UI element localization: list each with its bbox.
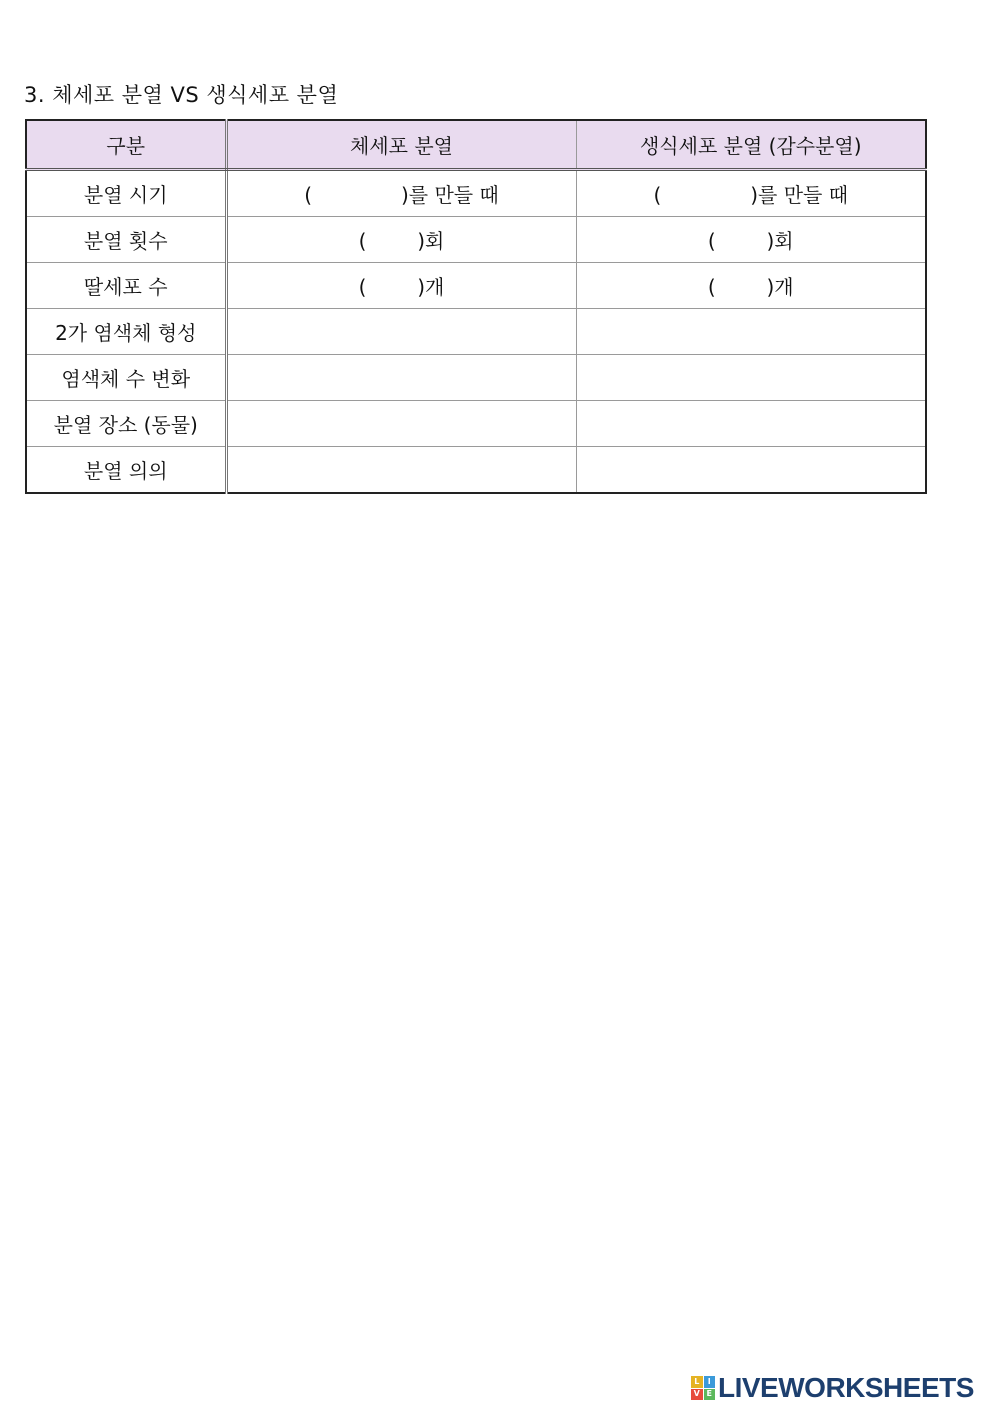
answer-cell[interactable] — [226, 309, 576, 355]
answer-cell[interactable] — [226, 401, 576, 447]
section-heading: 3. 체세포 분열 VS 생식세포 분열 — [24, 83, 339, 107]
row-label: 분열 시기 — [26, 170, 226, 217]
table-row — [26, 355, 926, 401]
header-category: 구분 — [26, 120, 226, 170]
logo-text: LIVEWORKSHEETS — [718, 1372, 974, 1403]
header-somatic-division: 체세포 분열 — [226, 120, 576, 170]
logo-icon — [691, 1376, 715, 1400]
answer-cell[interactable]: ( )회 — [226, 217, 576, 263]
answer-cell[interactable] — [226, 355, 576, 401]
logo-letter: L — [691, 1376, 703, 1388]
table-row — [26, 447, 926, 494]
table-row — [26, 263, 926, 309]
logo-letter: E — [704, 1389, 716, 1401]
answer-cell[interactable]: ( )개 — [576, 263, 926, 309]
answer-cell[interactable] — [576, 355, 926, 401]
row-label: 분열 횟수 — [26, 217, 226, 263]
row-label: 분열 장소 (동물) — [26, 401, 226, 447]
logo-letter: I — [704, 1376, 716, 1388]
table-header-row — [26, 120, 926, 170]
comparison-table — [25, 119, 927, 494]
header-meiosis: 생식세포 분열 (감수분열) — [576, 120, 926, 170]
table-row — [26, 309, 926, 355]
liveworksheets-logo — [691, 1373, 974, 1403]
row-label: 딸세포 수 — [26, 263, 226, 309]
answer-cell[interactable]: ( )를 만들 때 — [576, 170, 926, 217]
logo-letter: V — [691, 1389, 703, 1401]
row-label: 2가 염색체 형성 — [26, 309, 226, 355]
answer-cell[interactable] — [576, 447, 926, 494]
answer-cell[interactable] — [576, 309, 926, 355]
answer-cell[interactable]: ( )개 — [226, 263, 576, 309]
answer-cell[interactable] — [226, 447, 576, 494]
table-row — [26, 401, 926, 447]
answer-cell[interactable]: ( )를 만들 때 — [226, 170, 576, 217]
row-label: 분열 의의 — [26, 447, 226, 494]
answer-cell[interactable] — [576, 401, 926, 447]
answer-cell[interactable]: ( )회 — [576, 217, 926, 263]
row-label: 염색체 수 변화 — [26, 355, 226, 401]
table-row — [26, 170, 926, 217]
table-row — [26, 217, 926, 263]
